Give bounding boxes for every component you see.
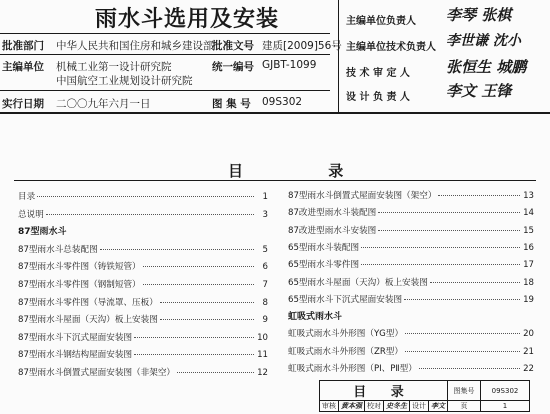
editor-label: 主编单位 bbox=[2, 61, 44, 73]
toc-entry-page: 10 bbox=[257, 332, 268, 343]
toc-entry[interactable] bbox=[18, 190, 268, 202]
toc-entry-title: 87改进型雨水斗安装图 bbox=[288, 225, 377, 236]
toc-entry[interactable] bbox=[288, 327, 534, 339]
toc-entry-title: 87型雨水斗下沉式屋面安装图 bbox=[18, 332, 133, 343]
toc-entry-title: 65型雨水斗下沉式屋面安装图 bbox=[288, 294, 403, 305]
toc-entry[interactable] bbox=[288, 276, 534, 288]
toc-entry-title: 87型雨水斗零件图（钢制短管） bbox=[18, 280, 141, 290]
atlas-title: 雨水斗选用及安装 bbox=[95, 6, 280, 32]
toc-entry-title: 总说明 bbox=[18, 209, 44, 220]
toc-entry[interactable] bbox=[288, 189, 534, 201]
toc-entry-page: 22 bbox=[523, 364, 534, 374]
toc-entry[interactable] bbox=[18, 278, 268, 290]
title-block-atlas-label: 图集号 bbox=[448, 381, 481, 401]
toc-entry-title: 87型雨水斗屋面（天沟）板上安装图 bbox=[18, 315, 158, 326]
toc-entry-title: 虹吸式雨水斗外形图（ZR型） bbox=[288, 346, 403, 357]
toc-entry-title: 87型雨水斗倒置式屋面安装图（非架空） bbox=[18, 368, 176, 378]
toc-entry[interactable] bbox=[288, 293, 534, 305]
code-value: GJBT-1099 bbox=[262, 59, 317, 71]
role-label-design-lead: 设 计 负 责 人 bbox=[346, 92, 410, 103]
toc-entry[interactable] bbox=[18, 208, 268, 220]
toc-leader-dots bbox=[405, 333, 520, 334]
signature-design-lead: 李文 王锋 bbox=[446, 82, 512, 100]
docno-label: 批准文号 bbox=[212, 40, 254, 52]
header-rule-3 bbox=[0, 90, 330, 91]
toc-entry-page: 14 bbox=[523, 208, 534, 219]
toc-leader-dots bbox=[37, 196, 254, 197]
toc-rule bbox=[14, 180, 536, 181]
toc-entry-page: 9 bbox=[262, 315, 268, 326]
toc-heading: 目 录 bbox=[228, 162, 384, 180]
toc-entry-title: 虹吸式雨水斗外形图（YG型） bbox=[288, 329, 404, 340]
design-label: 设计 bbox=[410, 401, 429, 412]
toc-entry[interactable] bbox=[288, 362, 534, 374]
check-label: 校对 bbox=[365, 401, 384, 412]
toc-leader-dots bbox=[419, 368, 520, 369]
toc-section-heading: 87型雨水斗 bbox=[18, 227, 67, 238]
toc-entry-title: 87型雨水斗总装配图 bbox=[18, 244, 98, 255]
signature-chief: 李琴 张棋 bbox=[446, 6, 512, 24]
toc-leader-dots bbox=[160, 319, 254, 320]
role-label-reviewer: 技 术 审 定 人 bbox=[346, 68, 410, 79]
header-rule-2 bbox=[0, 54, 330, 55]
toc-entry-title: 65型雨水斗屋面（天沟）板上安装图 bbox=[288, 277, 428, 288]
toc-entry-page: 13 bbox=[523, 191, 534, 201]
toc-entry-title: 87型雨水斗零件图（铸铁短管） bbox=[18, 262, 141, 273]
header-divider bbox=[338, 0, 339, 112]
toc-entry[interactable] bbox=[18, 348, 268, 360]
toc-leader-dots bbox=[404, 299, 520, 300]
toc-entry-page: 19 bbox=[523, 294, 534, 305]
title-block bbox=[319, 380, 530, 412]
toc-leader-dots bbox=[378, 212, 520, 213]
checker-name: 史冬生 bbox=[384, 401, 410, 412]
toc-entry-page: 1 bbox=[262, 192, 268, 202]
toc-entry-page: 5 bbox=[262, 244, 268, 255]
docno-value: 建质[2009]56号 bbox=[262, 40, 342, 52]
toc-entry-title: 87型雨水斗钢结构屋面安装图 bbox=[18, 350, 133, 361]
toc-entry-page: 7 bbox=[262, 280, 268, 290]
role-label-tech-chief: 主编单位技术负责人 bbox=[346, 42, 436, 53]
toc-entry[interactable] bbox=[288, 224, 534, 236]
toc-entry-title: 虹吸式雨水斗外形图（PⅠ、PⅡ型） bbox=[288, 364, 417, 374]
toc-entry[interactable] bbox=[18, 260, 268, 272]
toc-entry-page: 20 bbox=[523, 329, 534, 340]
toc-leader-dots bbox=[177, 372, 254, 373]
approve-value: 中华人民共和国住房和城乡建设部 bbox=[56, 40, 214, 52]
toc-leader-dots bbox=[46, 214, 254, 215]
date-value: 二〇〇九年六月一日 bbox=[56, 98, 151, 110]
page-label: 页 bbox=[448, 401, 481, 412]
page-value: 1 bbox=[481, 401, 530, 412]
toc-entry-page: 3 bbox=[262, 209, 268, 220]
toc-entry[interactable] bbox=[18, 313, 268, 325]
toc-leader-dots bbox=[100, 249, 254, 250]
title-block-atlas-value: 09S302 bbox=[481, 381, 530, 401]
date-label: 实行日期 bbox=[2, 98, 44, 110]
toc-entry-page: 17 bbox=[523, 260, 534, 271]
toc-entry-page: 16 bbox=[523, 242, 534, 253]
toc-entry-page: 18 bbox=[523, 277, 534, 288]
toc-leader-dots bbox=[134, 337, 254, 338]
toc-entry-page: 12 bbox=[257, 368, 268, 378]
toc-entry-title: 87型雨水斗倒置式屋面安装图（架空） bbox=[288, 191, 437, 201]
toc-leader-dots bbox=[143, 266, 254, 267]
signature-reviewer: 张恒生 城鹏 bbox=[446, 58, 527, 76]
toc-entry-title: 65型雨水斗装配图 bbox=[288, 242, 360, 253]
toc-leader-dots bbox=[143, 284, 254, 285]
toc-leader-dots bbox=[361, 247, 520, 248]
toc-entry[interactable] bbox=[288, 241, 534, 253]
toc-entry-title: 87改进型雨水斗装配图 bbox=[288, 208, 377, 219]
toc-entry[interactable] bbox=[18, 366, 268, 378]
toc-leader-dots bbox=[405, 351, 520, 352]
toc-entry-page: 8 bbox=[262, 297, 268, 308]
toc-entry-page: 6 bbox=[262, 262, 268, 273]
toc-entry[interactable] bbox=[18, 243, 268, 255]
toc-leader-dots bbox=[430, 282, 520, 283]
toc-entry[interactable] bbox=[288, 206, 534, 218]
toc-leader-dots bbox=[361, 264, 520, 265]
editor-value-1: 机械工业第一设计研究院 bbox=[56, 61, 172, 73]
toc-entry-page: 21 bbox=[523, 346, 534, 357]
toc-entry[interactable] bbox=[18, 296, 268, 308]
toc-entry-page: 11 bbox=[257, 350, 268, 361]
signature-tech-chief: 李世谦 沈小 bbox=[446, 33, 521, 49]
toc-entry[interactable] bbox=[288, 258, 534, 270]
toc-leader-dots bbox=[438, 195, 520, 196]
header-rule-1 bbox=[0, 33, 330, 34]
toc-entry-page: 15 bbox=[523, 225, 534, 236]
toc-leader-dots bbox=[160, 302, 254, 303]
toc-entry-title: 65型雨水斗零件图 bbox=[288, 260, 360, 271]
title-block-name: 目 录 bbox=[320, 381, 448, 401]
toc-leader-dots bbox=[134, 354, 254, 355]
toc-entry[interactable] bbox=[18, 331, 268, 343]
header-rule-bottom bbox=[0, 112, 550, 114]
toc-entry-title: 目录 bbox=[18, 192, 36, 202]
atlas-value: 09S302 bbox=[262, 96, 303, 108]
reviewer-name: 黄本强 bbox=[339, 401, 365, 412]
approve-label: 批准部门 bbox=[2, 40, 44, 52]
editor-value-2: 中国航空工业规划设计研究院 bbox=[56, 75, 193, 87]
toc-entry[interactable] bbox=[288, 345, 534, 357]
review-label: 审核 bbox=[320, 401, 339, 412]
code-label: 统一编号 bbox=[212, 61, 254, 73]
designer-name: 李文 bbox=[429, 401, 448, 412]
atlas-label: 图 集 号 bbox=[212, 98, 251, 110]
toc-section-heading: 虹吸式雨水斗 bbox=[288, 312, 343, 323]
role-label-chief: 主编单位负责人 bbox=[346, 16, 416, 27]
toc-leader-dots bbox=[378, 230, 520, 231]
toc-entry-title: 87型雨水斗零件图（导流罩、压板） bbox=[18, 297, 158, 308]
